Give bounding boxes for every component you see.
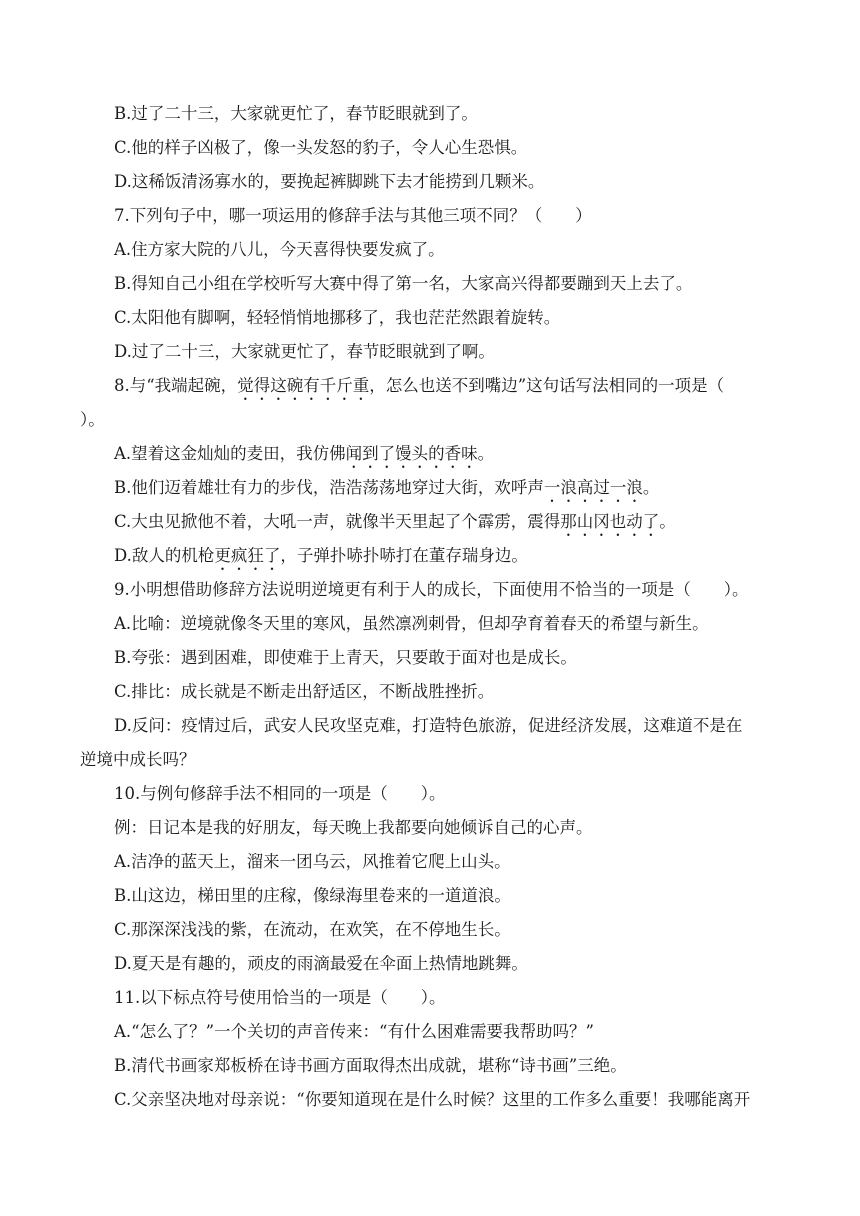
q8-option-b — [114, 476, 819, 506]
q7-option-a: A.住方家大院的八儿，今天喜得快要发疯了。 — [114, 240, 445, 259]
q8-option-a — [114, 442, 819, 472]
q9-option-b: B.夸张：遇到困难，即使难于上青天，只要敢于面对也是成长。 — [114, 648, 577, 667]
q8-b-text1: B.他们迈着雄壮有力的步伐，浩浩荡荡地穿过大街，欢呼声 — [114, 478, 544, 497]
q11-option-a: A.“怎么了？”一个关切的声音传来：“有什么困难需要我帮助吗？” — [114, 1022, 594, 1041]
q8-stem — [114, 374, 819, 404]
q8-d-text1: D.敌人的机枪 — [114, 546, 215, 565]
q8-stem-part2: ，怎么也送不到嘴边”这句话写法相同的一项是（ — [369, 376, 725, 395]
q8-option-d — [114, 544, 819, 574]
q9-option-a: A.比喻：逆境就像冬天里的寒风，虽然凛冽刺骨，但却孕育着春天的希望与新生。 — [114, 614, 709, 633]
q7-option-c: C.太阳他有脚啊，轻轻悄悄地挪移了，我也茫茫然跟着旋转。 — [114, 308, 561, 327]
q8-a-text1: A.望着这金灿灿的麦田，我仿佛 — [114, 444, 346, 463]
q8-a-text2: 。 — [477, 444, 495, 463]
q10-option-c: C.那深深浅浅的紫，在流动，在欢笑，在不停地生长。 — [114, 920, 511, 939]
q10-option-a: A.洁净的蓝天上，溜来一团乌云，风推着它爬上山头。 — [114, 852, 511, 871]
q9-option-d: D.反问：疫情过后，武安人民攻坚克难，打造特色旅游，促进经济发展，这难道不是在 — [114, 716, 743, 735]
q8-option-c — [114, 510, 819, 540]
q8-c-emphasis: 那山冈也动了 — [560, 512, 660, 531]
q8-d-text2: ，子弹扑哧扑哧打在董存瑞身边。 — [280, 546, 528, 565]
q8-b-emphasis: 一浪高过一浪 — [543, 478, 643, 497]
q8-d-emphasis: 更疯狂了 — [214, 546, 281, 565]
q7-option-d: D.过了二十三，大家就更忙了，春节眨眼就到了啊。 — [114, 342, 495, 361]
q10-option-b: B.山这边，梯田里的庄稼，像绿海里卷来的一道道浪。 — [114, 886, 511, 905]
q8-a-emphasis: 闻到了馒头的香味 — [345, 444, 478, 463]
q6-option-c: C.他的样子凶极了，像一头发怒的豹子，令人心生恐惧。 — [114, 138, 528, 157]
q9-option-d-cont: 逆境中成长吗？ — [80, 750, 196, 769]
q9-option-c: C.排比：成长就是不断走出舒适区，不断战胜挫折。 — [114, 682, 495, 701]
q8-stem-emphasis: 觉得这碗有千斤重 — [237, 376, 370, 395]
q11-stem: 11.以下标点符号使用恰当的一项是（ ）。 — [114, 988, 446, 1007]
q6-option-d: D.这稀饭清汤寡水的，要挽起裤脚跳下去才能捞到几颗米。 — [114, 172, 545, 191]
q10-example: 例：日记本是我的好朋友，每天晚上我都要向她倾诉自己的心声。 — [114, 818, 593, 837]
q7-option-b: B.得知自己小组在学校听写大赛中得了第一名，大家高兴得都要蹦到天上去了。 — [114, 274, 693, 293]
q7-stem: 7.下列句子中，哪一项运用的修辞手法与其他三项不同？（ ） — [114, 206, 592, 225]
q10-stem: 10.与例句修辞手法不相同的一项是（ ）。 — [114, 784, 446, 803]
q11-option-c: C.父亲坚决地对母亲说：“你要知道现在是什么时候？这里的工作多么重要！我哪能离开 — [114, 1090, 751, 1109]
q8-c-text2: 。 — [659, 512, 676, 531]
q8-stem-end: ）。 — [80, 410, 105, 429]
q8-c-text1: C.大虫见掀他不着，大吼一声，就像半天里起了个霹雳，震得 — [114, 512, 561, 531]
q8-b-text2: 。 — [642, 478, 660, 497]
q6-option-b: B.过了二十三，大家就更忙了，春节眨眼就到了。 — [114, 104, 478, 123]
q9-stem: 9.小明想借助修辞方法说明逆境更有利于人的成长，下面使用不恰当的一项是（ ）。 — [114, 580, 749, 599]
q8-stem-part1: 8.与“我端起碗， — [114, 376, 238, 395]
q11-option-b: B.清代书画家郑板桥在诗书画方面取得杰出成就，堪称“诗书画”三绝。 — [114, 1056, 627, 1075]
q10-option-d: D.夏天是有趣的，顽皮的雨滴最爱在伞面上热情地跳舞。 — [114, 954, 528, 973]
